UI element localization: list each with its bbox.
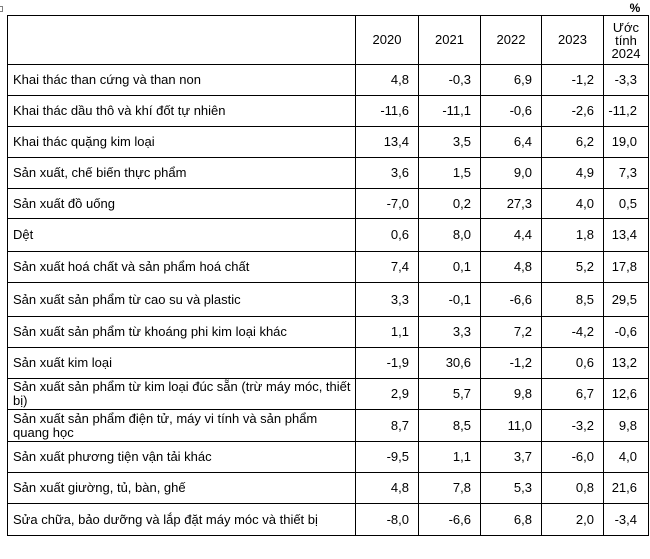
table-row <box>8 158 649 189</box>
value-cell: 6,8 <box>481 504 542 536</box>
industry-label: Khai thác quặng kim loại <box>8 127 356 158</box>
value-cell: 4,4 <box>481 219 542 252</box>
value-cell: -7,0 <box>356 189 419 219</box>
table-row <box>8 189 649 219</box>
value-cell: 11,0 <box>481 410 542 442</box>
value-cell: 2,0 <box>542 504 604 536</box>
value-cell: 7,8 <box>419 473 481 504</box>
value-cell: 3,7 <box>481 442 542 473</box>
value-cell: 6,4 <box>481 127 542 158</box>
value-cell: -3,3 <box>604 65 649 96</box>
value-cell: 0,5 <box>604 189 649 219</box>
value-cell: 7,4 <box>356 252 419 283</box>
value-cell: 2,9 <box>356 379 419 410</box>
industry-label: Sản xuất đồ uống <box>8 189 356 219</box>
industry-label: Sản xuất giường, tủ, bàn, ghế <box>8 473 356 504</box>
value-cell: 0,1 <box>419 252 481 283</box>
table-row <box>8 317 649 348</box>
value-cell: 4,0 <box>604 442 649 473</box>
value-cell: -9,5 <box>356 442 419 473</box>
value-cell: 1,1 <box>356 317 419 348</box>
value-cell: -3,2 <box>542 410 604 442</box>
unit-label: % <box>629 1 641 15</box>
header-2023: 2023 <box>542 16 604 65</box>
header-estimate-2024: Ước tính 2024 <box>604 16 649 65</box>
value-cell: -8,0 <box>356 504 419 536</box>
value-cell: -4,2 <box>542 317 604 348</box>
value-cell: 1,5 <box>419 158 481 189</box>
table-row <box>8 442 649 473</box>
table-row <box>8 219 649 252</box>
value-cell: -0,6 <box>481 96 542 127</box>
table-row <box>8 379 649 410</box>
value-cell: -1,2 <box>542 65 604 96</box>
industry-label: Sản xuất sản phẩm từ kim loại đúc sẵn (trừ máy móc, thiết bị) <box>8 379 356 410</box>
value-cell: 4,8 <box>356 473 419 504</box>
value-cell: -0,3 <box>419 65 481 96</box>
value-cell: -11,2 <box>604 96 649 127</box>
industry-label: Sản xuất sản phẩm từ khoáng phi kim loại khác <box>8 317 356 348</box>
table-row <box>8 96 649 127</box>
value-cell: 0,6 <box>542 348 604 379</box>
industry-label: Sản xuất sản phẩm từ cao su và plastic <box>8 283 356 317</box>
value-cell: -0,1 <box>419 283 481 317</box>
table-row <box>8 473 649 504</box>
table-row <box>8 348 649 379</box>
value-cell: 1,8 <box>542 219 604 252</box>
value-cell: 8,0 <box>419 219 481 252</box>
value-cell: -2,6 <box>542 96 604 127</box>
value-cell: 7,2 <box>481 317 542 348</box>
value-cell: 17,8 <box>604 252 649 283</box>
value-cell: 0,8 <box>542 473 604 504</box>
value-cell: 0,6 <box>356 219 419 252</box>
industry-label: Sản xuất sản phẩm điện tử, máy vi tính và sản phẩm quang học <box>8 410 356 442</box>
header-2021: 2021 <box>419 16 481 65</box>
value-cell: 3,5 <box>419 127 481 158</box>
value-cell: 4,8 <box>481 252 542 283</box>
value-cell: 1,1 <box>419 442 481 473</box>
value-cell: 4,8 <box>356 65 419 96</box>
value-cell: 4,0 <box>542 189 604 219</box>
value-cell: 30,6 <box>419 348 481 379</box>
header-industry <box>8 16 356 65</box>
header-2022: 2022 <box>481 16 542 65</box>
value-cell: -6,0 <box>542 442 604 473</box>
value-cell: 5,3 <box>481 473 542 504</box>
industry-label: Sửa chữa, bảo dưỡng và lắp đặt máy móc và thiết bị <box>8 504 356 536</box>
value-cell: 13,2 <box>604 348 649 379</box>
header-2020: 2020 <box>356 16 419 65</box>
industry-label: Sản xuất, chế biến thực phẩm <box>8 158 356 189</box>
value-cell: 6,2 <box>542 127 604 158</box>
value-cell: 3,3 <box>356 283 419 317</box>
table-row <box>8 65 649 96</box>
header-row <box>8 16 649 65</box>
value-cell: 4,9 <box>542 158 604 189</box>
value-cell: 8,5 <box>419 410 481 442</box>
table-row <box>8 410 649 442</box>
cell-anchor-mark <box>0 6 3 12</box>
value-cell: 3,6 <box>356 158 419 189</box>
value-cell: -6,6 <box>481 283 542 317</box>
table-row <box>8 283 649 317</box>
industry-label: Sản xuất kim loại <box>8 348 356 379</box>
value-cell: 21,6 <box>604 473 649 504</box>
industry-label: Sản xuất phương tiện vận tải khác <box>8 442 356 473</box>
table-row <box>8 252 649 283</box>
value-cell: 6,7 <box>542 379 604 410</box>
value-cell: -6,6 <box>419 504 481 536</box>
value-cell: 7,3 <box>604 158 649 189</box>
value-cell: 3,3 <box>419 317 481 348</box>
table-row <box>8 127 649 158</box>
value-cell: 13,4 <box>604 219 649 252</box>
value-cell: 12,6 <box>604 379 649 410</box>
value-cell: -1,2 <box>481 348 542 379</box>
value-cell: 19,0 <box>604 127 649 158</box>
value-cell: 9,0 <box>481 158 542 189</box>
value-cell: -11,6 <box>356 96 419 127</box>
value-cell: 9,8 <box>481 379 542 410</box>
value-cell: -1,9 <box>356 348 419 379</box>
value-cell: 0,2 <box>419 189 481 219</box>
value-cell: 13,4 <box>356 127 419 158</box>
industry-label: Dệt <box>8 219 356 252</box>
industry-label: Khai thác than cứng và than non <box>8 65 356 96</box>
industry-growth-table <box>7 15 649 536</box>
value-cell: 6,9 <box>481 65 542 96</box>
value-cell: 5,2 <box>542 252 604 283</box>
industry-label: Khai thác dầu thô và khí đốt tự nhiên <box>8 96 356 127</box>
value-cell: 8,5 <box>542 283 604 317</box>
value-cell: -11,1 <box>419 96 481 127</box>
value-cell: -0,6 <box>604 317 649 348</box>
value-cell: 8,7 <box>356 410 419 442</box>
value-cell: 29,5 <box>604 283 649 317</box>
value-cell: 5,7 <box>419 379 481 410</box>
industry-label: Sản xuất hoá chất và sản phẩm hoá chất <box>8 252 356 283</box>
value-cell: -3,4 <box>604 504 649 536</box>
value-cell: 27,3 <box>481 189 542 219</box>
table-row <box>8 504 649 536</box>
value-cell: 9,8 <box>604 410 649 442</box>
